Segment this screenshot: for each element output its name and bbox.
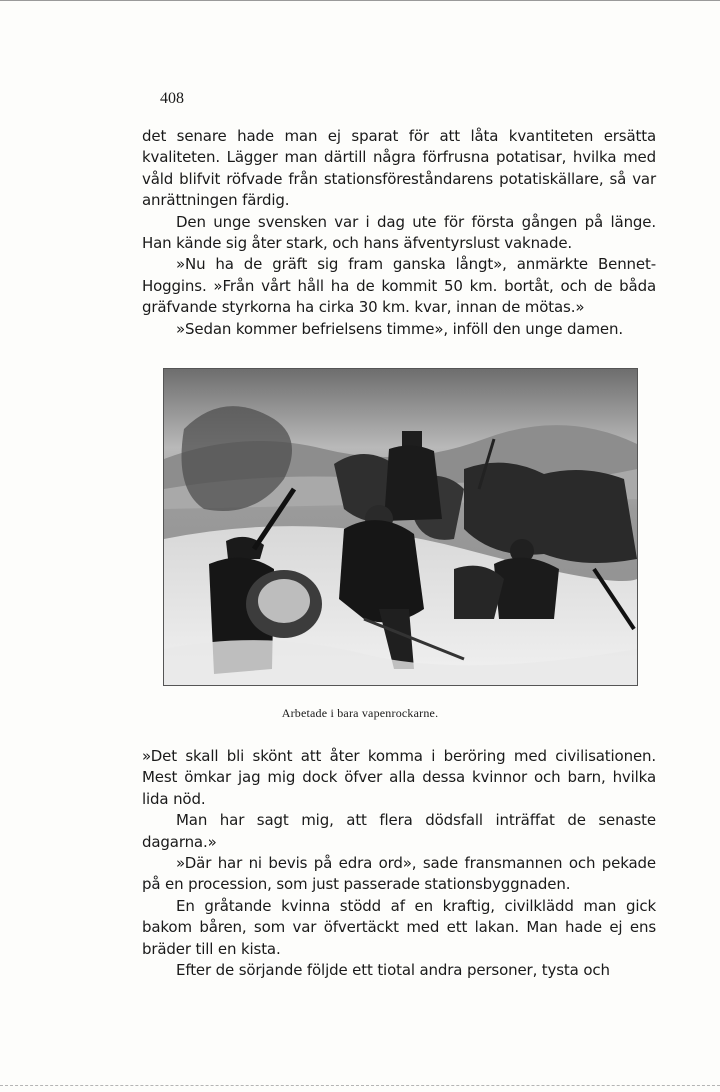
paragraph: En gråtande kvinna stödd af en kraftig, civilklädd man gick bakom båren, som var öfvertäckt med ett lakan. Man hade ej ens bräder till en kista. <box>142 896 656 958</box>
paragraph: Den unge svensken var i dag ute för första gången på länge. Han kände sig åter stark, och hans äfventyrslust vaknade. <box>142 212 656 253</box>
paragraph: »Det skall bli skönt att åter komma i beröring med civilisationen. Mest ömkar jag mig dock öfver alla dessa kvinnor och barn, hvilka lida nöd. <box>142 747 656 808</box>
page-bottom-edge <box>0 1085 720 1086</box>
page-number: 408 <box>160 90 184 107</box>
paragraph: »Nu ha de gräft sig fram ganska långt», anmärkte Bennet-Hoggins. »Från vårt håll ha de kommit 50 km. bortåt, och de båda gräfvande styrkorna ha cirka 30 km. kvar, innan de mötas.» <box>142 255 656 317</box>
figure-photograph <box>163 368 638 686</box>
page-top-edge <box>0 0 720 1</box>
paragraph: det senare hade man ej sparat för att låta kvantiteten ersätta kvaliteten. Lägger man därtill några förfrusna potatisar, hvilka med våld blifvit röfvade från stationsföreståndarens potatiskällare, så var anrättningen färdig. <box>142 127 656 210</box>
paragraph: »Där har ni bevis på edra ord», sade fransmannen och pekade på en procession, som just passerade stationsbyggnaden. <box>142 854 656 894</box>
text-block-bottom <box>142 746 656 981</box>
paragraph: »Sedan kommer befrielsens timme», inföll den unge damen. <box>176 319 623 338</box>
paragraph: Efter de sörjande följde ett tiotal andra personer, tysta och <box>176 961 610 980</box>
paragraph: Man har sagt mig, att flera dödsfall inträffat de senaste dagarna.» <box>142 811 656 851</box>
figure-caption: Arbetade i bara vapenrockarne. <box>281 706 439 720</box>
photograph-soldiers-digging-snow <box>164 369 637 685</box>
text-block-top <box>142 126 656 340</box>
